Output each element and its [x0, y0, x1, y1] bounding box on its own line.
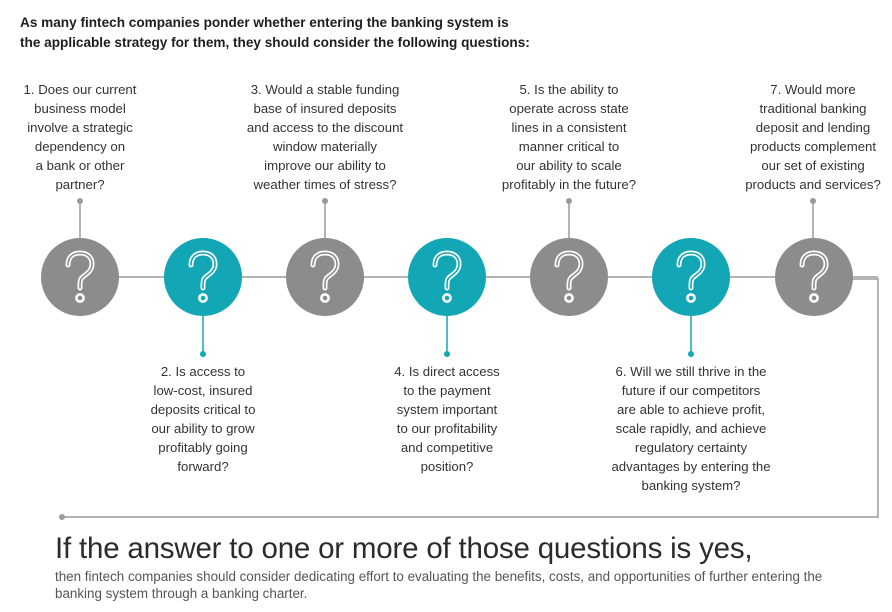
stem-dot-1: [77, 198, 83, 204]
intro-line-2: the applicable strategy for them, they should consider the following questions:: [20, 35, 530, 50]
question-1: [5, 80, 155, 194]
question-5-line: manner critical to: [518, 139, 620, 154]
question-4-line: system important: [396, 402, 498, 417]
question-mark-icon: [183, 249, 223, 305]
question-7-line: 7. Would more: [770, 82, 856, 97]
question-circle-5: [530, 238, 608, 316]
question-4-line: position?: [420, 459, 474, 474]
question-5: [474, 80, 664, 194]
question-6-line: are able to achieve profit,: [616, 402, 766, 417]
stem-dot-2: [200, 351, 206, 357]
conclusion-headline: If the answer to one or more of those questions is yes,: [55, 532, 753, 565]
question-1-line: involve a strategic: [27, 120, 133, 135]
stem-dot-3: [322, 198, 328, 204]
question-mark-icon: [794, 249, 834, 305]
question-mark-icon: [305, 249, 345, 305]
question-circle-4: [408, 238, 486, 316]
question-3: [225, 80, 425, 194]
question-circle-1: [41, 238, 119, 316]
question-6-line: 6. Will we still thrive in the: [615, 364, 767, 379]
question-7-line: traditional banking: [759, 101, 867, 116]
question-5-line: lines in a consistent: [511, 120, 627, 135]
question-3-line: weather times of stress?: [253, 177, 397, 192]
stem-dot-7: [810, 198, 816, 204]
question-3-line: and access to the discount: [246, 120, 404, 135]
question-3-line: improve our ability to: [264, 158, 386, 173]
question-mark-icon: [671, 249, 711, 305]
question-4-line: to our profitability: [396, 421, 498, 436]
question-circle-2: [164, 238, 242, 316]
question-6-line: advantages by entering the: [611, 459, 771, 474]
question-7-line: deposit and lending: [755, 120, 871, 135]
stem-dot-5: [566, 198, 572, 204]
question-4: [362, 362, 532, 476]
question-1-line: a bank or other: [35, 158, 125, 173]
question-4-line: 4. Is direct access: [394, 364, 500, 379]
question-5-line: our ability to scale: [516, 158, 622, 173]
question-2-line: deposits critical to: [150, 402, 256, 417]
question-5-line: profitably in the future?: [501, 177, 637, 192]
intro-line-1: As many fintech companies ponder whether entering the banking system is: [20, 15, 509, 30]
question-circle-7: [775, 238, 853, 316]
question-7: [723, 80, 892, 194]
question-2-line: low-cost, insured: [153, 383, 253, 398]
question-circle-6: [652, 238, 730, 316]
question-6-line: regulatory certainty: [634, 440, 748, 455]
question-7-line: products complement: [749, 139, 877, 154]
question-2-line: profitably going: [158, 440, 248, 455]
question-3-line: window materially: [272, 139, 378, 154]
question-2-line: forward?: [177, 459, 229, 474]
stem-dot-4: [444, 351, 450, 357]
question-3-line: 3. Would a stable funding: [250, 82, 400, 97]
question-circle-3: [286, 238, 364, 316]
question-6: [591, 362, 791, 495]
question-mark-icon: [60, 249, 100, 305]
question-5-line: operate across state: [509, 101, 629, 116]
question-4-line: and competitive: [400, 440, 494, 455]
return-line-dot: [59, 514, 65, 520]
stem-dot-6: [688, 351, 694, 357]
question-1-line: 1. Does our current: [23, 82, 137, 97]
question-6-line: future if our competitors: [621, 383, 761, 398]
question-2-line: our ability to grow: [151, 421, 255, 436]
question-4-line: to the payment: [403, 383, 491, 398]
question-mark-icon: [549, 249, 589, 305]
question-2: [128, 362, 278, 476]
question-6-line: scale rapidly, and achieve: [615, 421, 767, 436]
question-5-line: 5. Is the ability to: [519, 82, 619, 97]
conclusion-body: [55, 568, 885, 602]
question-1-line: dependency on: [34, 139, 126, 154]
question-1-line: partner?: [55, 177, 105, 192]
question-7-line: products and services?: [745, 177, 881, 192]
question-7-line: our set of existing: [761, 158, 865, 173]
question-mark-icon: [427, 249, 467, 305]
conclusion-body-line-2: banking system through a banking charter.: [55, 586, 308, 601]
conclusion-body-line-1: then fintech companies should consider dedicating effort to evaluating the benefits, costs, and opportunities of further entering the: [55, 569, 823, 584]
question-3-line: base of insured deposits: [253, 101, 397, 116]
question-6-line: banking system?: [641, 478, 741, 493]
question-2-line: 2. Is access to: [160, 364, 246, 379]
question-1-line: business model: [34, 101, 126, 116]
